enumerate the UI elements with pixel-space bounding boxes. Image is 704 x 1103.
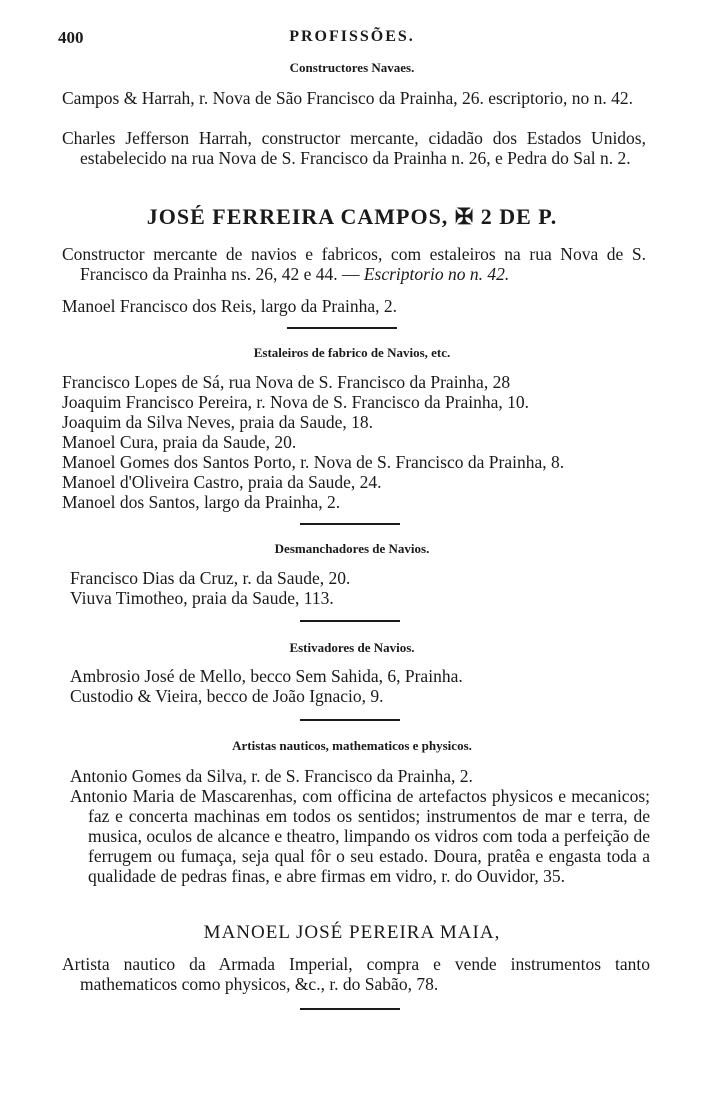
advertiser-description bbox=[62, 244, 646, 284]
list-item: Francisco Dias da Cruz, r. da Saude, 20. bbox=[70, 568, 351, 588]
section-title-artistas: Artistas nauticos, mathematicos e physicos. bbox=[232, 738, 472, 753]
divider bbox=[287, 327, 397, 329]
list-item: Viuva Timotheo, praia da Saude, 113. bbox=[70, 588, 334, 608]
list-item: Campos & Harrah, r. Nova de São Francisco da Prainha, 26. escriptorio, no n. 42. bbox=[62, 88, 634, 108]
divider bbox=[300, 523, 400, 525]
list-item: Ambrosio José de Mello, becco Sem Sahida, 6, Prainha. bbox=[70, 666, 463, 686]
divider bbox=[300, 1008, 400, 1010]
list-item: Manoel Gomes dos Santos Porto, r. Nova de S. Francisco da Prainha, 8. bbox=[62, 452, 565, 472]
list-item: Manoel Francisco dos Reis, largo da Prainha, 2. bbox=[62, 296, 398, 316]
section-title-estivadores: Estivadores de Navios. bbox=[289, 640, 415, 655]
divider bbox=[300, 719, 400, 721]
advertiser-name: JOSÉ FERREIRA CAMPOS, bbox=[146, 204, 449, 229]
advertiser-name-maia: MANOEL JOSÉ PEREIRA MAIA, bbox=[203, 922, 501, 943]
list-item: Manoel dos Santos, largo da Prainha, 2. bbox=[62, 492, 341, 512]
advertiser-banner bbox=[0, 204, 704, 230]
list-item: Manoel d'Oliveira Castro, praia da Saude, 24. bbox=[62, 472, 382, 492]
list-item: Antonio Maria de Mascarenhas, com officina de artefactos physicos e mecanicos; faz e concerta machinas em todos os sentidos; instrumentos de mar e terra, de musica, oculos de alcance e theatro, limpando os vidros com toda a perfeição de ferrugem ou fumaça, seja qual fôr o seu estado. Doura, pratêa e engasta toda a qualidade de pedras finas, e abre firmas em vidro, r. do Ouvidor, 35. bbox=[70, 786, 650, 886]
section-title-estaleiros: Estaleiros de fabrico de Navios, etc. bbox=[253, 345, 451, 360]
list-item: Joaquim Francisco Pereira, r. Nova de S. Francisco da Prainha, 10. bbox=[62, 392, 530, 412]
page-number: 400 bbox=[58, 28, 84, 47]
list-item: Custodio & Vieira, becco de João Ignacio, 9. bbox=[70, 686, 384, 706]
list-item: Manoel Cura, praia da Saude, 20. bbox=[62, 432, 297, 452]
running-title: PROFISSÕES. bbox=[289, 28, 415, 45]
list-item: Joaquim da Silva Neves, praia da Saude, 18. bbox=[62, 412, 374, 432]
description-italic: Escriptorio no n. 42. bbox=[363, 264, 510, 284]
advertiser-description: Artista nautico da Armada Imperial, compra e vende instrumentos tanto mathematicos como physicos, &c., r. do Sabão, 78. bbox=[62, 954, 650, 994]
section-title-desmanchadores: Desmanchadores de Navios. bbox=[274, 541, 430, 556]
description-text: Constructor mercante de navios e fabricos, com estaleiros na rua Nova de S. Francisco da Prainha ns. 26, 42 e 44. — bbox=[62, 244, 646, 284]
divider bbox=[300, 620, 400, 622]
list-item: Charles Jefferson Harrah, constructor mercante, cidadão dos Estados Unidos, estabelecido na rua Nova de S. Francisco da Prainha n. 26, e Pedra do Sal n. 2. bbox=[62, 128, 646, 168]
advertiser-suffix: 2 DE P. bbox=[480, 204, 558, 229]
list-item: Francisco Lopes de Sá, rua Nova de S. Francisco da Prainha, 28 bbox=[62, 372, 511, 392]
cross-icon: ✠ bbox=[454, 204, 475, 229]
list-item: Antonio Gomes da Silva, r. de S. Francisco da Prainha, 2. bbox=[70, 766, 473, 786]
section-title-constructores: Constructores Navaes. bbox=[289, 60, 415, 75]
